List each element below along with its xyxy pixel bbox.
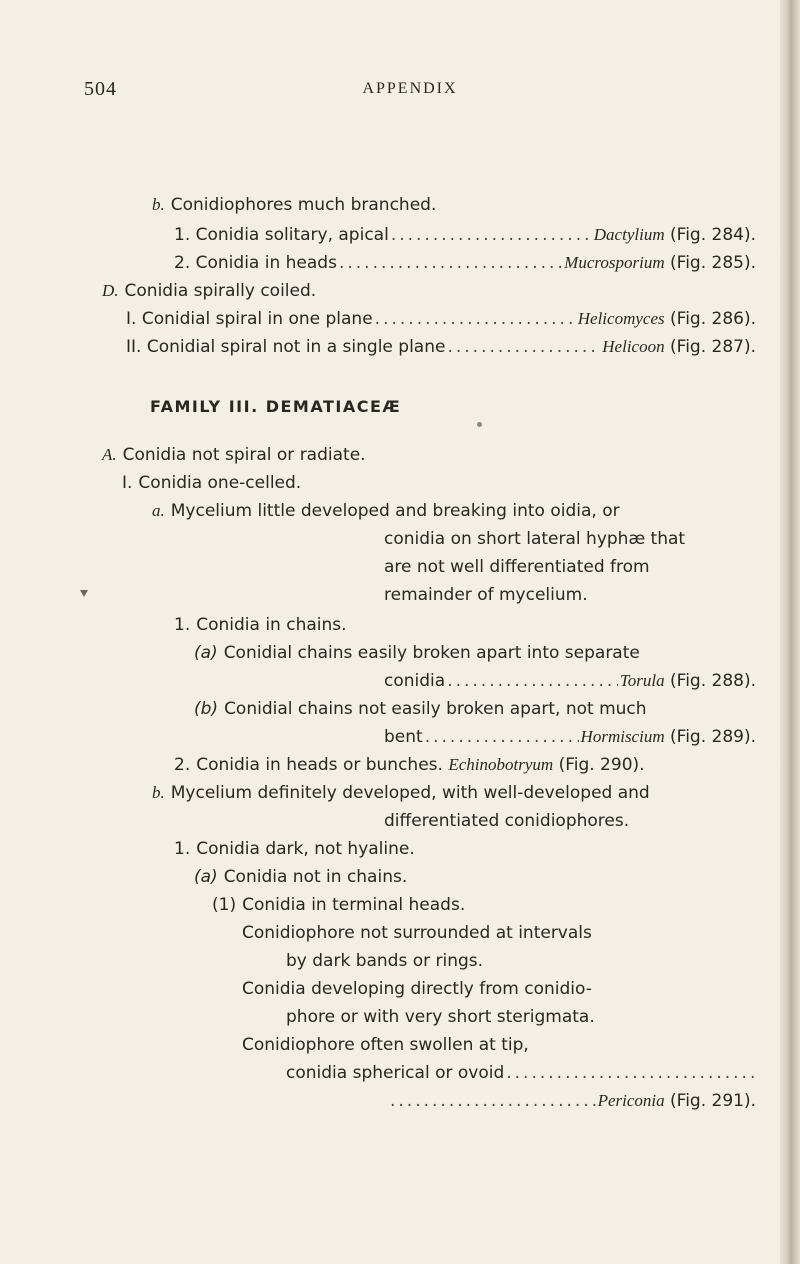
key-marker: D. <box>102 281 119 300</box>
genus-name: Hormiscium <box>580 727 665 746</box>
key-text: phore or with very short sterigmata. <box>286 1007 595 1027</box>
key-line-a-paren <box>194 640 640 666</box>
key-text: Conidial chains easily broken apart into separate <box>223 643 640 663</box>
key-marker: (1) <box>212 895 237 915</box>
genus-name: Periconia <box>597 1091 665 1110</box>
figure-ref: (Fig. 288). <box>670 671 756 691</box>
key-text: Conidia dark, not hyaline. <box>196 839 415 859</box>
key-text: Conidial spiral not in a single plane <box>146 337 446 357</box>
key-entry-torula <box>384 668 756 694</box>
key-line-dark <box>174 836 415 862</box>
key-line-b <box>152 192 436 218</box>
figure-ref: (Fig. 286). <box>670 309 756 329</box>
key-marker: a. <box>152 501 165 520</box>
key-text: Conidiophore often swollen at tip, <box>242 1035 529 1055</box>
key-line-i <box>122 470 301 496</box>
leader-dots <box>375 306 576 332</box>
key-text: Conidial spiral in one plane <box>141 309 373 329</box>
key-marker: II. <box>126 337 142 357</box>
key-entry-spherical <box>286 1060 756 1086</box>
key-text: by dark bands or rings. <box>286 951 484 971</box>
key-marker: b. <box>152 783 165 802</box>
key-text: Conidia in terminal heads. <box>242 895 466 915</box>
key-marker: (a) <box>194 643 218 663</box>
key-text: differentiated conidiophores. <box>384 811 630 831</box>
key-text: conidia <box>384 671 446 691</box>
key-entry-helicomyces <box>126 306 756 332</box>
figure-ref: (Fig. 290). <box>558 755 645 775</box>
genus-name: Dactylium <box>593 225 665 244</box>
figure-ref: (Fig. 291). <box>670 1091 756 1111</box>
figure-ref: (Fig. 284). <box>670 225 756 245</box>
key-marker: 1. <box>174 839 191 859</box>
page-edge-shadow <box>780 0 800 1264</box>
key-text: Mycelium definitely developed, with well-developed and <box>170 783 650 803</box>
key-line-sub-a <box>152 498 620 524</box>
key-marker: 2. <box>174 755 191 775</box>
family-heading: FAMILY III. DEMATIACEÆ <box>150 397 402 416</box>
key-text: remainder of mycelium. <box>384 585 588 605</box>
key-line-sub-b <box>152 780 650 806</box>
key-entry-periconia <box>390 1088 756 1114</box>
key-text: Conidia not in chains. <box>223 867 408 887</box>
leader-dots <box>447 334 600 360</box>
key-text: Conidia not spiral or radiate. <box>122 445 366 465</box>
key-marker: 1. <box>174 615 191 635</box>
key-line-a <box>102 442 366 468</box>
key-text: Conidia developing directly from conidio- <box>242 979 592 999</box>
key-entry-helicoon <box>126 334 756 360</box>
key-marker: 1. <box>174 225 191 245</box>
key-text: Conidiophores much branched. <box>170 195 437 215</box>
leader-dots <box>390 1088 596 1114</box>
key-text: Conidiophore not surrounded at intervals <box>242 923 592 943</box>
key-marker: I. <box>126 309 137 329</box>
key-line-terminal-heads <box>212 892 465 918</box>
speck-mark <box>477 422 482 427</box>
key-marker: A. <box>102 445 117 464</box>
figure-ref: (Fig. 289). <box>670 727 756 747</box>
key-text: Conidia in heads or bunches. <box>196 755 443 775</box>
genus-name: Torula <box>619 671 665 690</box>
key-marker: b. <box>152 195 165 214</box>
key-text: conidia spherical or ovoid <box>286 1063 505 1083</box>
key-text: Conidia solitary, apical <box>195 225 389 245</box>
key-marker: (b) <box>194 699 219 719</box>
genus-name: Helicomyces <box>577 309 665 328</box>
leader-dots <box>339 250 562 276</box>
key-marker: (a) <box>194 867 218 887</box>
key-entry-mucrosporium <box>174 250 756 276</box>
key-text: Mycelium little developed and breaking into oidia, or <box>170 501 620 521</box>
leader-dots <box>506 1060 754 1086</box>
key-text: conidia on short lateral hyphæ that <box>384 529 686 549</box>
key-text: Conidia spirally coiled. <box>124 281 317 301</box>
figure-ref: (Fig. 285). <box>670 253 756 273</box>
leader-dots <box>425 724 579 750</box>
key-entry-hormiscium <box>384 724 756 750</box>
running-head: APPENDIX <box>362 80 458 97</box>
key-text: are not well differentiated from <box>384 557 650 577</box>
leader-dots <box>391 222 592 248</box>
key-text: Conidia in chains. <box>196 615 347 635</box>
key-text: Conidia one-celled. <box>138 473 302 493</box>
leader-dots <box>447 668 618 694</box>
key-marker: I. <box>122 473 133 493</box>
key-line-not-chains <box>194 864 407 890</box>
key-entry-echinobotryum <box>174 752 645 778</box>
key-line-d <box>102 278 316 304</box>
key-text: Conidial chains not easily broken apart, not much <box>224 699 647 719</box>
key-line-1 <box>174 612 347 638</box>
key-entry-dactylium <box>174 222 756 248</box>
key-line-b-paren <box>194 696 647 722</box>
key-text: bent <box>384 727 423 747</box>
key-marker: 2. <box>174 253 191 273</box>
genus-name: Mucrosporium <box>564 253 665 272</box>
page-number: 504 <box>84 78 117 100</box>
genus-name: Helicoon <box>602 337 665 356</box>
margin-mark <box>80 590 88 597</box>
key-text: Conidia in heads <box>195 253 337 273</box>
genus-name: Echinobotryum <box>448 755 554 774</box>
figure-ref: (Fig. 287). <box>670 337 756 357</box>
